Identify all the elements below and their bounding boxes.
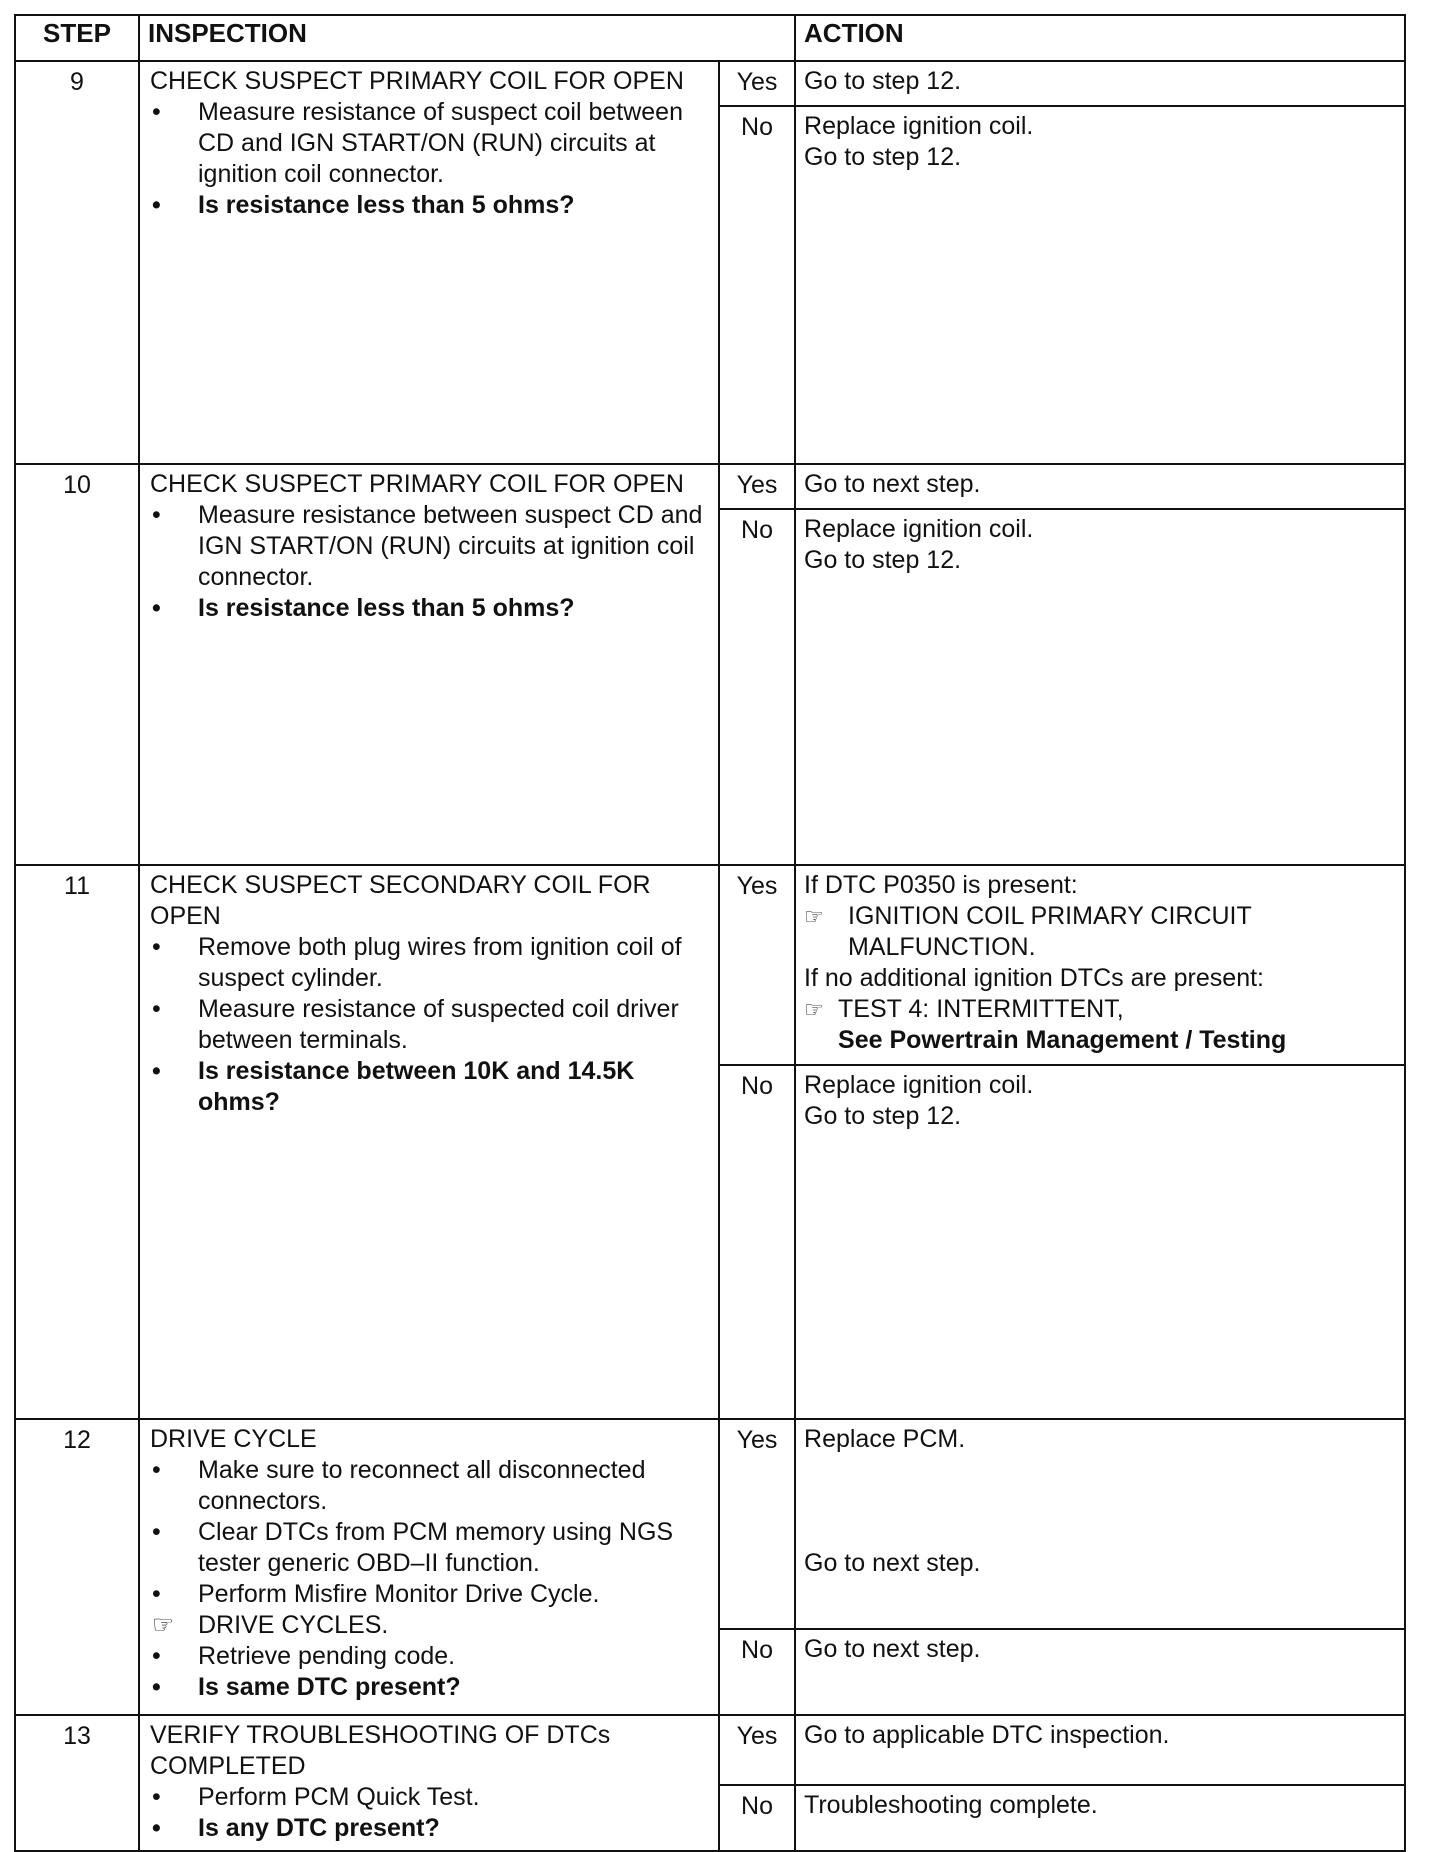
bullet-icon: • (152, 995, 161, 1023)
yes-label: Yes (719, 1715, 795, 1785)
yes-label: Yes (719, 464, 795, 509)
step-inspection (139, 464, 719, 865)
bullet-icon: • (152, 501, 161, 529)
no-action: Replace ignition coil. Go to step 12. (795, 1065, 1405, 1419)
yes-action: Go to step 12. (795, 61, 1405, 106)
list-item: • Retrieve pending code. (152, 1642, 456, 1670)
bullet-icon: • (152, 933, 161, 961)
step-inspection (139, 61, 719, 464)
list-item: • Measure resistance of suspect coil between CD and IGN START/ON (RUN) circuits at ignition coil connector. (152, 98, 683, 188)
step-title: CHECK SUSPECT PRIMARY COIL FOR OPEN (150, 470, 684, 498)
list-item: • Make sure to reconnect all disconnected connectors. (152, 1456, 646, 1515)
list-item: • Clear DTCs from PCM memory using NGS tester generic OBD–II function. (152, 1518, 674, 1577)
header-step: STEP (15, 15, 139, 61)
list-item: ☞ DRIVE CYCLES. (152, 1611, 389, 1639)
list-item: • Is same DTC present? (152, 1673, 461, 1701)
step-title: DRIVE CYCLE (150, 1425, 317, 1453)
step-inspection (139, 1715, 719, 1851)
table-row (15, 1419, 1405, 1629)
no-label: No (719, 1785, 795, 1851)
step-number: 9 (15, 61, 139, 464)
yes-action: Go to next step. (795, 464, 1405, 509)
list-item: • Perform PCM Quick Test. (152, 1783, 480, 1811)
no-action: Replace ignition coil. Go to step 12. (795, 509, 1405, 865)
step-title: CHECK SUSPECT SECONDARY COIL FOR OPEN (150, 871, 651, 930)
list-item: • Is resistance less than 5 ohms? (152, 191, 575, 219)
yes-action: Replace PCM. Go to next step. (795, 1419, 1405, 1629)
bullet-icon: • (152, 1642, 161, 1670)
yes-label: Yes (719, 865, 795, 1065)
table-row (15, 464, 1405, 509)
list-item: • Remove both plug wires from ignition coil of suspect cylinder. (152, 933, 682, 992)
no-label: No (719, 1629, 795, 1715)
list-item: • Is any DTC present? (152, 1814, 440, 1842)
step-title: CHECK SUSPECT PRIMARY COIL FOR OPEN (150, 67, 684, 95)
step-number: 12 (15, 1419, 139, 1715)
no-label: No (719, 509, 795, 865)
inspection-table (14, 14, 1406, 1852)
reference-hand-icon: ☞ (152, 1611, 175, 1639)
no-action: Troubleshooting complete. (795, 1785, 1405, 1851)
yes-label: Yes (719, 1419, 795, 1629)
no-label: No (719, 106, 795, 464)
step-inspection (139, 865, 719, 1419)
list-item: • Perform Misfire Monitor Drive Cycle. (152, 1580, 600, 1608)
bullet-icon: • (152, 1057, 161, 1085)
bullet-icon: • (152, 1456, 161, 1484)
step-title: VERIFY TROUBLESHOOTING OF DTCs COMPLETED (150, 1721, 611, 1780)
no-action: Replace ignition coil. Go to step 12. (795, 106, 1405, 464)
bullet-icon: • (152, 1580, 161, 1608)
step-number: 10 (15, 464, 139, 865)
no-action: Go to next step. (795, 1629, 1405, 1715)
bullet-icon: • (152, 594, 161, 622)
step-number: 13 (15, 1715, 139, 1851)
list-item: • Is resistance less than 5 ohms? (152, 594, 575, 622)
yes-label: Yes (719, 61, 795, 106)
bullet-icon: • (152, 1518, 161, 1546)
table-row (15, 61, 1405, 106)
list-item: • Is resistance between 10K and 14.5K ohms? (152, 1057, 635, 1116)
troubleshooting-document (14, 14, 1404, 1842)
table-header-row (15, 15, 1405, 61)
no-label: No (719, 1065, 795, 1419)
bullet-icon: • (152, 1783, 161, 1811)
header-action: ACTION (795, 15, 1405, 61)
bullet-icon: • (152, 191, 161, 219)
list-item: • Measure resistance of suspected coil driver between terminals. (152, 995, 679, 1054)
table-row (15, 1715, 1405, 1785)
reference-hand-icon: ☞ (804, 997, 824, 1022)
header-inspection: INSPECTION (139, 15, 795, 61)
yes-action: If DTC P0350 is present: ☞ IGNITION COIL PRIMARY CIRCUIT MALFUNCTION. If no additional ignition DTCs are present: ☞ TEST 4: INTERMITTENT, See Powertrain Management / Testing (795, 865, 1405, 1065)
bullet-icon: • (152, 1814, 161, 1842)
table-row (15, 865, 1405, 1065)
see-reference: See Powertrain Management / Testing (838, 1026, 1287, 1054)
list-item: • Measure resistance between suspect CD and IGN START/ON (RUN) circuits at ignition coil connector. (152, 501, 703, 591)
reference-hand-icon: ☞ (804, 904, 824, 929)
bullet-icon: • (152, 1673, 161, 1701)
step-inspection (139, 1419, 719, 1715)
yes-action: Go to applicable DTC inspection. (795, 1715, 1405, 1785)
bullet-icon: • (152, 98, 161, 126)
step-number: 11 (15, 865, 139, 1419)
